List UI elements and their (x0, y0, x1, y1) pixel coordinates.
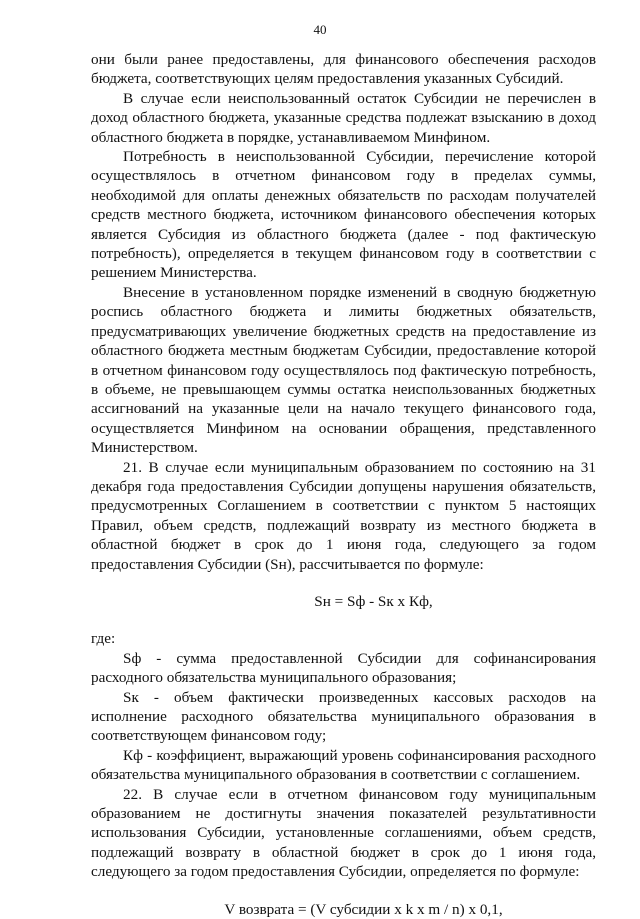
page-number: 40 (313, 22, 327, 37)
paragraph-need-for-subsidy: Потребность в неиспользованной Субсидии, перечисление которой осуществлялось в отчетном финансовом году в пределах суммы, необходимой для оплаты денежных обязательств по расходам получателей средств местного бюджета, источником финансового обеспечения которых является Субсидия из областного бюджета (далее - под фактическую потребность), определяется в текущем финансовом году в соответствии с решением Министерства. (91, 148, 596, 282)
paragraph-22: 22. В случае если в отчетном финансовом году муниципальным образованием не достигнуты значения показателей результативности использования Субсидии, установленные соглашениями, объем средств, подлежащий возврату в областной бюджет в срок до 1 июня года, следующего за годом предоставления Субсидии, определяется по формуле: (91, 785, 596, 881)
paragraph-continuation: они были ранее предоставлены, для финансового обеспечения расходов бюджета, соответствующих целям предоставления указанных Субсидий. (91, 51, 596, 88)
paragraph-unused-balance: В случае если неиспользованный остаток Субсидии не перечислен в доход областного бюджета, указанные средства подлежат взысканию в доход областного бюджета в порядке, устанавливаемом Минфином. (91, 89, 596, 146)
formula-v-return: V возврата = (V субсидии x k x m / n) x 0,1, (224, 900, 503, 918)
where-label: где: (91, 630, 116, 648)
document-body (91, 50, 596, 919)
formula-sn: Sн = Sф - Sк x Кф, (314, 592, 433, 610)
paragraph-budget-changes: Внесение в установленном порядке изменений в сводную бюджетную роспись областного бюджета и лимиты бюджетных обязательств, предусматривающих увеличение бюджетных средств на предоставление из областного бюджета местным бюджетам Субсидии, предоставление которой в отчетном финансовом году осуществлялось под фактическую потребность, в объеме, не превышающем суммы остатка неиспользованных бюджетных ассигнований на указанные цели на начало текущего финансового года, осуществляется Минфином на основании обращения, представленного Министерством. (91, 283, 596, 457)
definition-sk: Sк - объем фактически произведенных кассовых расходов на исполнение расходного обязательства муниципального образования в соответствующем финансовом году; (91, 688, 596, 745)
definition-sf: Sф - сумма предоставленной Субсидии для софинансирования расходного обязательства муниципального образования; (91, 649, 596, 687)
paragraph-21: 21. В случае если муниципальным образованием по состоянию на 31 декабря года предоставления Субсидии допущены нарушения обязательств, предусмотренных Соглашением в соответствии с пунктом 5 настоящих Правил, объем средств, подлежащий возврату из местного бюджета в областной бюджет в срок до 1 июня года, следующего за годом предоставления Субсидии (Sн), рассчитывается по формуле: (91, 458, 596, 573)
definition-kf: Кф - коэффициент, выражающий уровень софинансирования расходного обязательства муниципального образования в соответствии с соглашением. (91, 746, 596, 784)
